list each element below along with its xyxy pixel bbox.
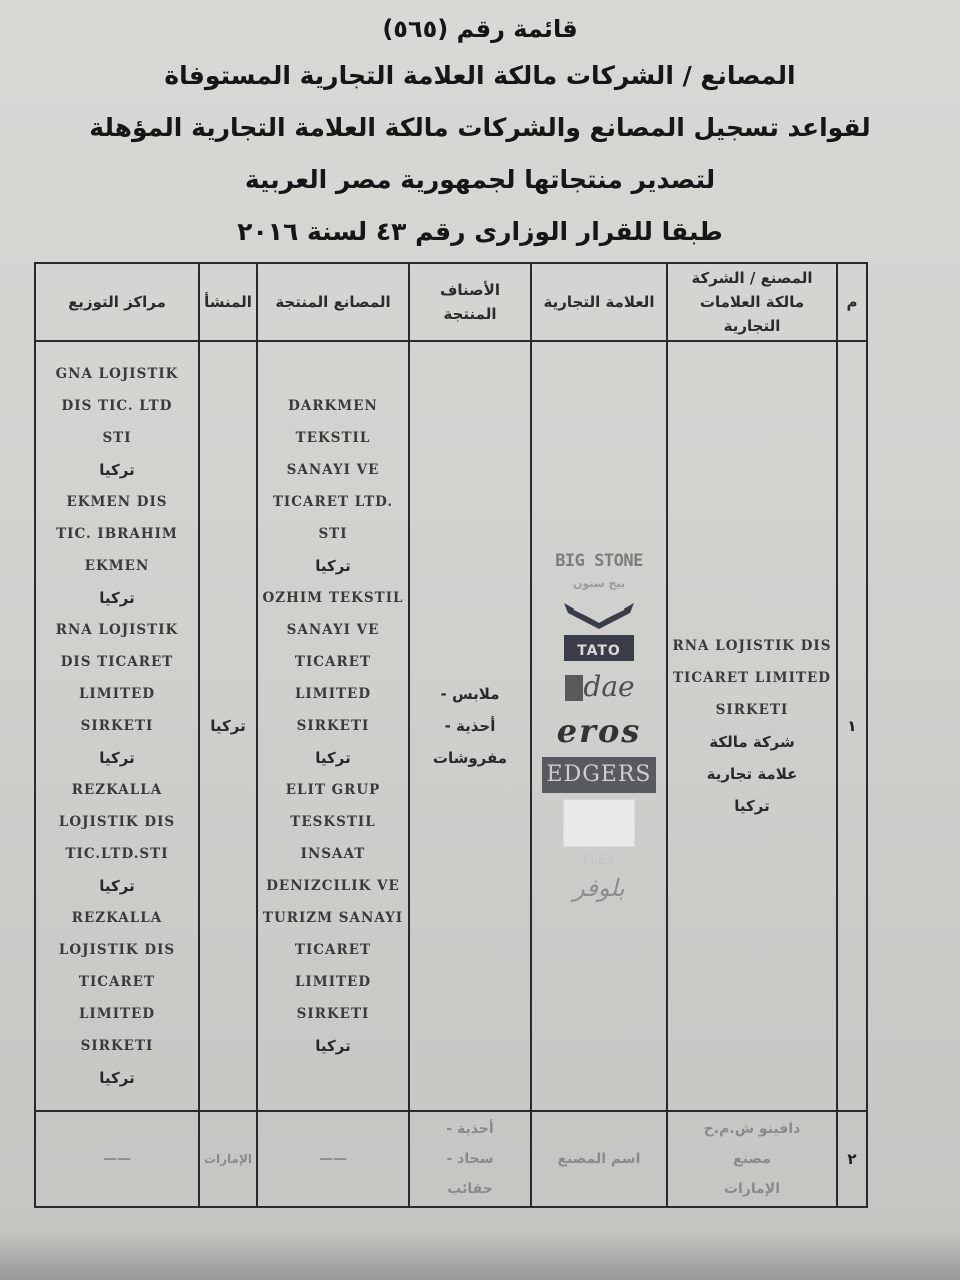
owner-company-line: TICARET LIMITED — [673, 670, 831, 686]
header-line-5: طبقا للقرار الوزارى رقم ٤٣ لسنة ٢٠١٦ — [237, 217, 723, 246]
factory-line: TESKSTIL — [290, 814, 376, 830]
distributor-country: تركيا — [99, 749, 135, 767]
brand-text: اسم المصنع — [557, 1151, 641, 1167]
distributor-line: EKMEN — [84, 558, 150, 574]
factory-line: TURIZM SANAYI — [262, 910, 404, 926]
category-item: أحذية - — [446, 1121, 494, 1137]
factory-line: SANAYI VE — [286, 622, 380, 638]
category-item: ملابس - — [440, 685, 500, 703]
category-item: سجاد - — [446, 1151, 494, 1167]
factories-cell — [257, 1111, 409, 1207]
col-header-origin: المنشأ — [199, 263, 257, 341]
factory-line: TICARET LTD. — [272, 494, 394, 510]
dae-logo: dae — [563, 669, 634, 705]
distributor-line: DIS TICARET — [60, 654, 174, 670]
factory-line: SIRKETI — [296, 1006, 370, 1022]
col-header-distribution: مراكز التوزيع — [35, 263, 199, 341]
distribution-cell — [35, 1111, 199, 1207]
bigstone-logo: BIG STONE — [555, 550, 643, 571]
factory-line: DENIZCILIK VE — [266, 878, 400, 894]
owner-cell — [667, 1111, 837, 1207]
origin-country: الإمارات — [203, 1152, 253, 1166]
bottom-shadow — [0, 1230, 960, 1280]
factory-line: ELIT GRUP — [285, 782, 381, 798]
factory-line: SIRKETI — [296, 718, 370, 734]
owner-company-line: RNA LOJISTIK DIS — [672, 638, 832, 654]
tato-logo: TATO — [560, 597, 638, 663]
factory-line: DARKMEN — [288, 398, 378, 414]
distribution-cell — [35, 341, 199, 1111]
origin-cell — [199, 1111, 257, 1207]
categories-cell — [409, 1111, 531, 1207]
factory-line: SANAYI VE — [286, 462, 380, 478]
distributor-line: GNA LOJISTIK — [55, 366, 179, 382]
header-line-4: لتصدير منتجاتها لجمهورية مصر العربية — [244, 165, 716, 194]
factory-line: OZHIM TEKSTIL — [262, 590, 404, 606]
edgers-logo: EDGERS — [542, 757, 656, 793]
owner-country: تركيا — [734, 797, 770, 815]
faded-logo-box — [563, 799, 635, 847]
row-num: ٢ — [837, 1111, 867, 1207]
factory-line: INSAAT — [300, 846, 366, 862]
distributor-country: تركيا — [99, 461, 135, 479]
distributor-line: SIRKETI — [80, 718, 154, 734]
col-header-brand: العلامة التجارية — [531, 263, 667, 341]
distributor-line: STI — [102, 430, 132, 446]
distributor-country: تركيا — [99, 589, 135, 607]
header-line-3: لقواعد تسجيل المصانع والشركات مالكة العلامة التجارية المؤهلة — [89, 113, 871, 142]
faded-logo-text: FLEX — [583, 852, 615, 868]
document-header — [60, 8, 900, 258]
factory-line: LIMITED — [294, 686, 372, 702]
factories-cell — [257, 341, 409, 1111]
categories-cell — [409, 341, 531, 1111]
bigstone-logo-subtitle: بيج ستون — [573, 576, 625, 590]
factory-country: تركيا — [315, 749, 351, 767]
distributor-line: RNA LOJISTIK — [55, 622, 179, 638]
category-item: مفروشات — [432, 749, 508, 767]
distributor-line: TIC. IBRAHIM — [56, 526, 178, 542]
brand-cell — [531, 1111, 667, 1207]
distributor-country: تركيا — [99, 1069, 135, 1087]
origin-country: تركيا — [210, 717, 246, 735]
factory-country: تركيا — [315, 557, 351, 575]
wing-icon — [560, 597, 638, 637]
distributor-line: REZKALLA — [71, 910, 163, 926]
distributor-line: TICARET — [78, 974, 156, 990]
row-num: ١ — [837, 341, 867, 1111]
table-row — [35, 341, 867, 1111]
owner-cell — [667, 341, 837, 1111]
col-header-num: م — [837, 263, 867, 341]
factory-line: TICARET — [294, 942, 372, 958]
distributor-line: LIMITED — [78, 1006, 156, 1022]
col-header-categories: الأصناف المنتجة — [409, 263, 531, 341]
distributor-line: DIS TIC. LTD — [61, 398, 173, 414]
factory-line: LIMITED — [294, 974, 372, 990]
category-item: أحذية - — [444, 717, 496, 735]
owner-line: دافينو ش.م.ح — [703, 1121, 801, 1137]
factory-country: تركيا — [315, 1037, 351, 1055]
table-row — [35, 1111, 867, 1207]
factories-empty: —— — [319, 1151, 347, 1167]
factory-line: TEKSTIL — [295, 430, 371, 446]
arabic-script-logo: بلوفر — [573, 873, 625, 902]
distributor-line: SIRKETI — [80, 1038, 154, 1054]
distributor-line: EKMEN DIS — [66, 494, 168, 510]
brand-logos-cell — [531, 341, 667, 1111]
distributor-line: TIC.LTD.STI — [65, 846, 169, 862]
factory-line: STI — [318, 526, 348, 542]
origin-cell — [199, 341, 257, 1111]
distributor-line: REZKALLA — [71, 782, 163, 798]
col-header-factories: المصانع المنتجة — [257, 263, 409, 341]
table-header-row — [35, 263, 867, 341]
distributor-line: LOJISTIK DIS — [58, 942, 176, 958]
owner-line: مصنع — [733, 1151, 771, 1167]
distributor-line: LOJISTIK DIS — [58, 814, 176, 830]
factories-table — [34, 262, 868, 1208]
distributor-line: LIMITED — [78, 686, 156, 702]
distributor-country: تركيا — [99, 877, 135, 895]
owner-company-line: SIRKETI — [715, 702, 789, 718]
eros-logo: eros — [556, 711, 642, 750]
owner-type-line: علامة تجارية — [706, 765, 798, 783]
distribution-empty: —— — [103, 1151, 131, 1167]
category-item: حقائب — [447, 1181, 493, 1197]
header-line-2: المصانع / الشركات مالكة العلامة التجارية المستوفاة — [164, 61, 796, 90]
owner-line: الإمارات — [723, 1181, 781, 1197]
factory-line: TICARET — [294, 654, 372, 670]
owner-type-line: شركة مالكة — [709, 733, 795, 751]
col-header-owner: المصنع / الشركة مالكة العلامات التجارية — [667, 263, 837, 341]
list-title: قائمة رقم (٥٦٥) — [382, 15, 578, 43]
